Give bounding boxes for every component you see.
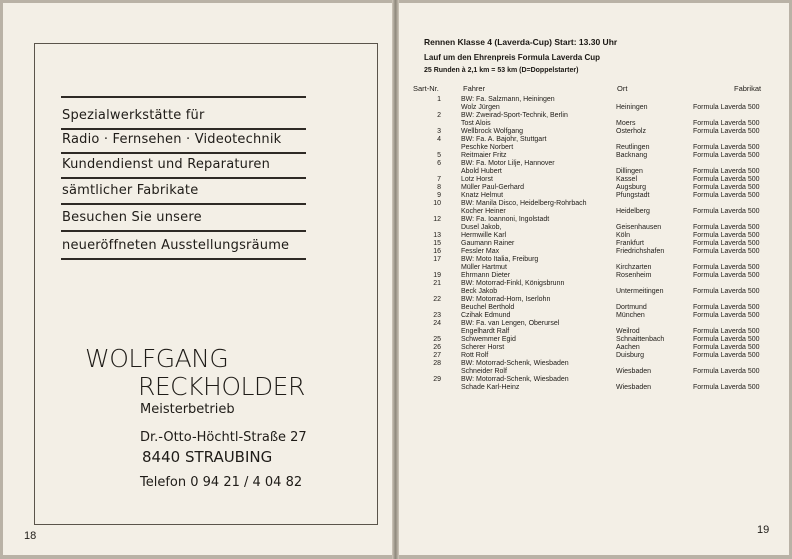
bike-make: Formula Laverda 500 <box>693 384 760 391</box>
driver-name: BW: Fa. Ioannoni, Ingolstadt <box>461 216 550 223</box>
start-number: 4 <box>437 136 441 143</box>
driver-name: Scherer Horst <box>461 344 505 351</box>
table-row <box>399 336 789 344</box>
ad-rule <box>61 96 306 98</box>
driver-name: Kocher Heiner <box>461 208 506 215</box>
bike-make: Formula Laverda 500 <box>693 304 760 311</box>
bike-make: Formula Laverda 500 <box>693 352 760 359</box>
driver-name: Czihak Edmund <box>461 312 511 319</box>
driver-city: Osterholz <box>616 128 646 135</box>
driver-name: BW: Manila Disco, Heidelberg-Rohrbach <box>461 200 587 207</box>
driver-city: München <box>616 312 645 319</box>
table-row <box>399 344 789 352</box>
start-number: 29 <box>433 376 441 383</box>
driver-city: Reutlingen <box>616 144 650 151</box>
ad-line: sämtlicher Fabrikate <box>62 183 199 198</box>
start-number: 3 <box>437 128 441 135</box>
bike-make: Formula Laverda 500 <box>693 240 760 247</box>
start-number: 21 <box>433 280 441 287</box>
header-city: Ort <box>617 84 628 93</box>
bike-make: Formula Laverda 500 <box>693 232 760 239</box>
bike-make: Formula Laverda 500 <box>693 344 760 351</box>
race-subtitle: Lauf um den Ehrenpreis Formula Laverda Cup <box>424 53 601 62</box>
driver-name: BW: Motorrad-Schenk, Wiesbaden <box>461 376 569 383</box>
driver-name: Reitmaier Fritz <box>461 152 507 159</box>
driver-name: BW: Fa. A. Bajohr, Stuttgart <box>461 136 547 143</box>
ad-line: Besuchen Sie unsere <box>62 210 202 225</box>
driver-name: Dusel Jakob, <box>461 224 502 231</box>
company-subtitle: Meisterbetrieb <box>140 402 235 417</box>
table-row <box>399 128 789 136</box>
driver-name: BW: Moto Italia, Freiburg <box>461 256 539 263</box>
ad-rule <box>61 203 306 205</box>
table-row <box>399 168 789 176</box>
bike-make: Formula Laverda 500 <box>693 328 760 335</box>
ad-line: Kundendienst und Reparaturen <box>62 157 271 172</box>
bike-make: Formula Laverda 500 <box>693 120 760 127</box>
table-row <box>399 368 789 376</box>
bike-make: Formula Laverda 500 <box>693 152 760 159</box>
driver-city: Friedrichshafen <box>616 248 665 255</box>
table-row <box>399 352 789 360</box>
driver-city: Backnang <box>616 152 648 159</box>
driver-name: BW: Fa. van Lengen, Oberursel <box>461 320 560 327</box>
bike-make: Formula Laverda 500 <box>693 264 760 271</box>
company-city: 8440 STRAUBING <box>142 448 273 466</box>
driver-city: Heidelberg <box>616 208 650 215</box>
table-row <box>399 248 789 256</box>
start-number: 12 <box>433 216 441 223</box>
driver-name: Hermwille Karl <box>461 232 507 239</box>
driver-name: BW: Zweirad-Sport-Technik, Berlin <box>461 112 568 119</box>
driver-name: BW: Motorrad-Horn, Iserlohn <box>461 296 551 303</box>
driver-city: Schnaittenbach <box>616 336 665 343</box>
bike-make: Formula Laverda 500 <box>693 176 760 183</box>
start-number: 7 <box>437 176 441 183</box>
table-row <box>399 280 789 288</box>
start-number: 22 <box>433 296 441 303</box>
bike-make: Formula Laverda 500 <box>693 208 760 215</box>
driver-name: Müller Hartmut <box>461 264 507 271</box>
start-number: 1 <box>437 96 441 103</box>
start-number: 8 <box>437 184 441 191</box>
table-row <box>399 96 789 104</box>
start-number: 28 <box>433 360 441 367</box>
driver-name: BW: Fa. Motor Lilje, Hannover <box>461 160 555 167</box>
bike-make: Formula Laverda 500 <box>693 288 760 295</box>
driver-name: Rott Rolf <box>461 352 489 359</box>
bike-make: Formula Laverda 500 <box>693 168 760 175</box>
driver-name: Wolz Jürgen <box>461 104 500 111</box>
driver-city: Wiesbaden <box>616 384 652 391</box>
table-row <box>399 328 789 336</box>
driver-city: Weilrod <box>616 328 640 335</box>
table-row <box>399 216 789 224</box>
start-number: 5 <box>437 152 441 159</box>
race-info: 25 Runden à 2,1 km = 53 km (D=Doppelstarter) <box>424 67 579 74</box>
bike-make: Formula Laverda 500 <box>693 312 760 319</box>
table-row <box>399 304 789 312</box>
bike-make: Formula Laverda 500 <box>693 272 760 279</box>
table-row <box>399 144 789 152</box>
start-number: 26 <box>433 344 441 351</box>
bike-make: Formula Laverda 500 <box>693 368 760 375</box>
table-row <box>399 288 789 296</box>
bike-make: Formula Laverda 500 <box>693 248 760 255</box>
start-number: 10 <box>433 200 441 207</box>
bike-make: Formula Laverda 500 <box>693 224 760 231</box>
header-make: Fabrikat <box>734 84 762 93</box>
start-number: 16 <box>433 248 441 255</box>
driver-name: Peschke Norbert <box>461 144 514 151</box>
table-row <box>399 160 789 168</box>
ad-rule <box>61 152 306 154</box>
race-title: Rennen Klasse 4 (Laverda-Cup) Start: 13.30 Uhr <box>424 37 618 47</box>
table-row <box>399 192 789 200</box>
company-street: Dr.-Otto-Höchtl-Straße 27 <box>140 430 307 445</box>
table-row <box>399 200 789 208</box>
start-number: 13 <box>433 232 441 239</box>
bike-make: Formula Laverda 500 <box>693 104 760 111</box>
table-row <box>399 296 789 304</box>
start-number: 17 <box>433 256 441 263</box>
driver-name: Fessler Max <box>461 248 500 255</box>
table-row <box>399 272 789 280</box>
ad-rule <box>61 258 306 260</box>
table-row <box>399 240 789 248</box>
bike-make: Formula Laverda 500 <box>693 184 760 191</box>
driver-name: Gaumann Rainer <box>461 240 515 247</box>
driver-city: Duisburg <box>616 352 645 359</box>
table-row <box>399 120 789 128</box>
page-number-right: 19 <box>757 524 770 536</box>
ad-rule <box>61 230 306 232</box>
table-row <box>399 256 789 264</box>
driver-name: Wellbrock Wolfgang <box>461 128 523 135</box>
driver-name: Engelhardt Ralf <box>461 328 510 335</box>
start-number: 19 <box>433 272 441 279</box>
ad-line: neueröffneten Ausstellungsräume <box>62 238 290 253</box>
table-row <box>399 136 789 144</box>
table-row <box>399 320 789 328</box>
driver-city: Frankfurt <box>616 240 645 247</box>
header-start-number: Sart-Nr. <box>413 84 439 93</box>
bike-make: Formula Laverda 500 <box>693 128 760 135</box>
table-row <box>399 384 789 392</box>
driver-city: Köln <box>616 232 631 239</box>
driver-name: Ehrmann Dieter <box>461 272 511 279</box>
driver-name: Schade Karl-Heinz <box>461 384 520 391</box>
driver-name: BW: Motorrad-Schenk, Wiesbaden <box>461 360 569 367</box>
company-name-first: WOLFGANG <box>85 344 229 373</box>
table-row <box>399 232 789 240</box>
table-row <box>399 376 789 384</box>
driver-city: Kassel <box>616 176 638 183</box>
ad-line: Spezialwerkstätte für <box>62 108 205 123</box>
table-row <box>399 360 789 368</box>
driver-city: Augsburg <box>616 184 646 191</box>
driver-city: Rosenheim <box>616 272 652 279</box>
driver-city: Kirchzarten <box>616 264 652 271</box>
driver-name: Schwemmer Egid <box>461 336 516 343</box>
table-row <box>399 152 789 160</box>
ad-rule <box>61 177 306 179</box>
start-number: 9 <box>437 192 441 199</box>
driver-name: Schneider Rolf <box>461 368 507 375</box>
right-page <box>399 3 789 555</box>
driver-city: Untermeitingen <box>616 288 664 295</box>
driver-name: Müller Paul-Gerhard <box>461 184 525 191</box>
driver-name: Beck Jakob <box>461 288 498 295</box>
table-row <box>399 208 789 216</box>
company-phone: Telefon 0 94 21 / 4 04 82 <box>140 475 303 490</box>
left-page <box>3 3 393 555</box>
entry-list <box>399 96 789 392</box>
table-row <box>399 264 789 272</box>
driver-city: Heiningen <box>616 104 648 111</box>
table-row <box>399 176 789 184</box>
table-row <box>399 112 789 120</box>
bike-make: Formula Laverda 500 <box>693 192 760 199</box>
start-number: 15 <box>433 240 441 247</box>
table-row <box>399 104 789 112</box>
driver-city: Geisenhausen <box>616 224 662 231</box>
start-number: 27 <box>433 352 441 359</box>
driver-name: Knatz Helmut <box>461 192 504 199</box>
driver-city: Dortmund <box>616 304 647 311</box>
table-row <box>399 224 789 232</box>
ad-rule <box>61 128 306 130</box>
bike-make: Formula Laverda 500 <box>693 144 760 151</box>
driver-city: Dillingen <box>616 168 643 175</box>
start-number: 25 <box>433 336 441 343</box>
binding-gutter <box>392 0 399 559</box>
driver-name: BW: Fa. Salzmann, Heiningen <box>461 96 555 103</box>
driver-city: Wiesbaden <box>616 368 652 375</box>
start-number: 6 <box>437 160 441 167</box>
bike-make: Formula Laverda 500 <box>693 336 760 343</box>
driver-name: Abold Hubert <box>461 168 502 175</box>
table-row <box>399 312 789 320</box>
driver-city: Aachen <box>616 344 640 351</box>
table-row <box>399 184 789 192</box>
header-driver: Fahrer <box>463 84 486 93</box>
driver-name: Tost Alois <box>461 120 491 127</box>
start-number: 24 <box>433 320 441 327</box>
driver-city: Moers <box>616 120 636 127</box>
advertisement-box <box>34 43 378 525</box>
ad-line: Radio · Fernsehen · Videotechnik <box>62 132 282 147</box>
start-number: 23 <box>433 312 441 319</box>
page-number-left: 18 <box>24 530 37 542</box>
driver-name: Beuchel Berthold <box>461 304 515 311</box>
start-number: 2 <box>437 112 441 119</box>
driver-name: Lotz Horst <box>461 176 493 183</box>
driver-name: BW: Motorrad-Finkl, Königsbrunn <box>461 280 565 287</box>
company-name-last: RECKHOLDER <box>138 372 305 401</box>
driver-city: Pfungstadt <box>616 192 650 199</box>
